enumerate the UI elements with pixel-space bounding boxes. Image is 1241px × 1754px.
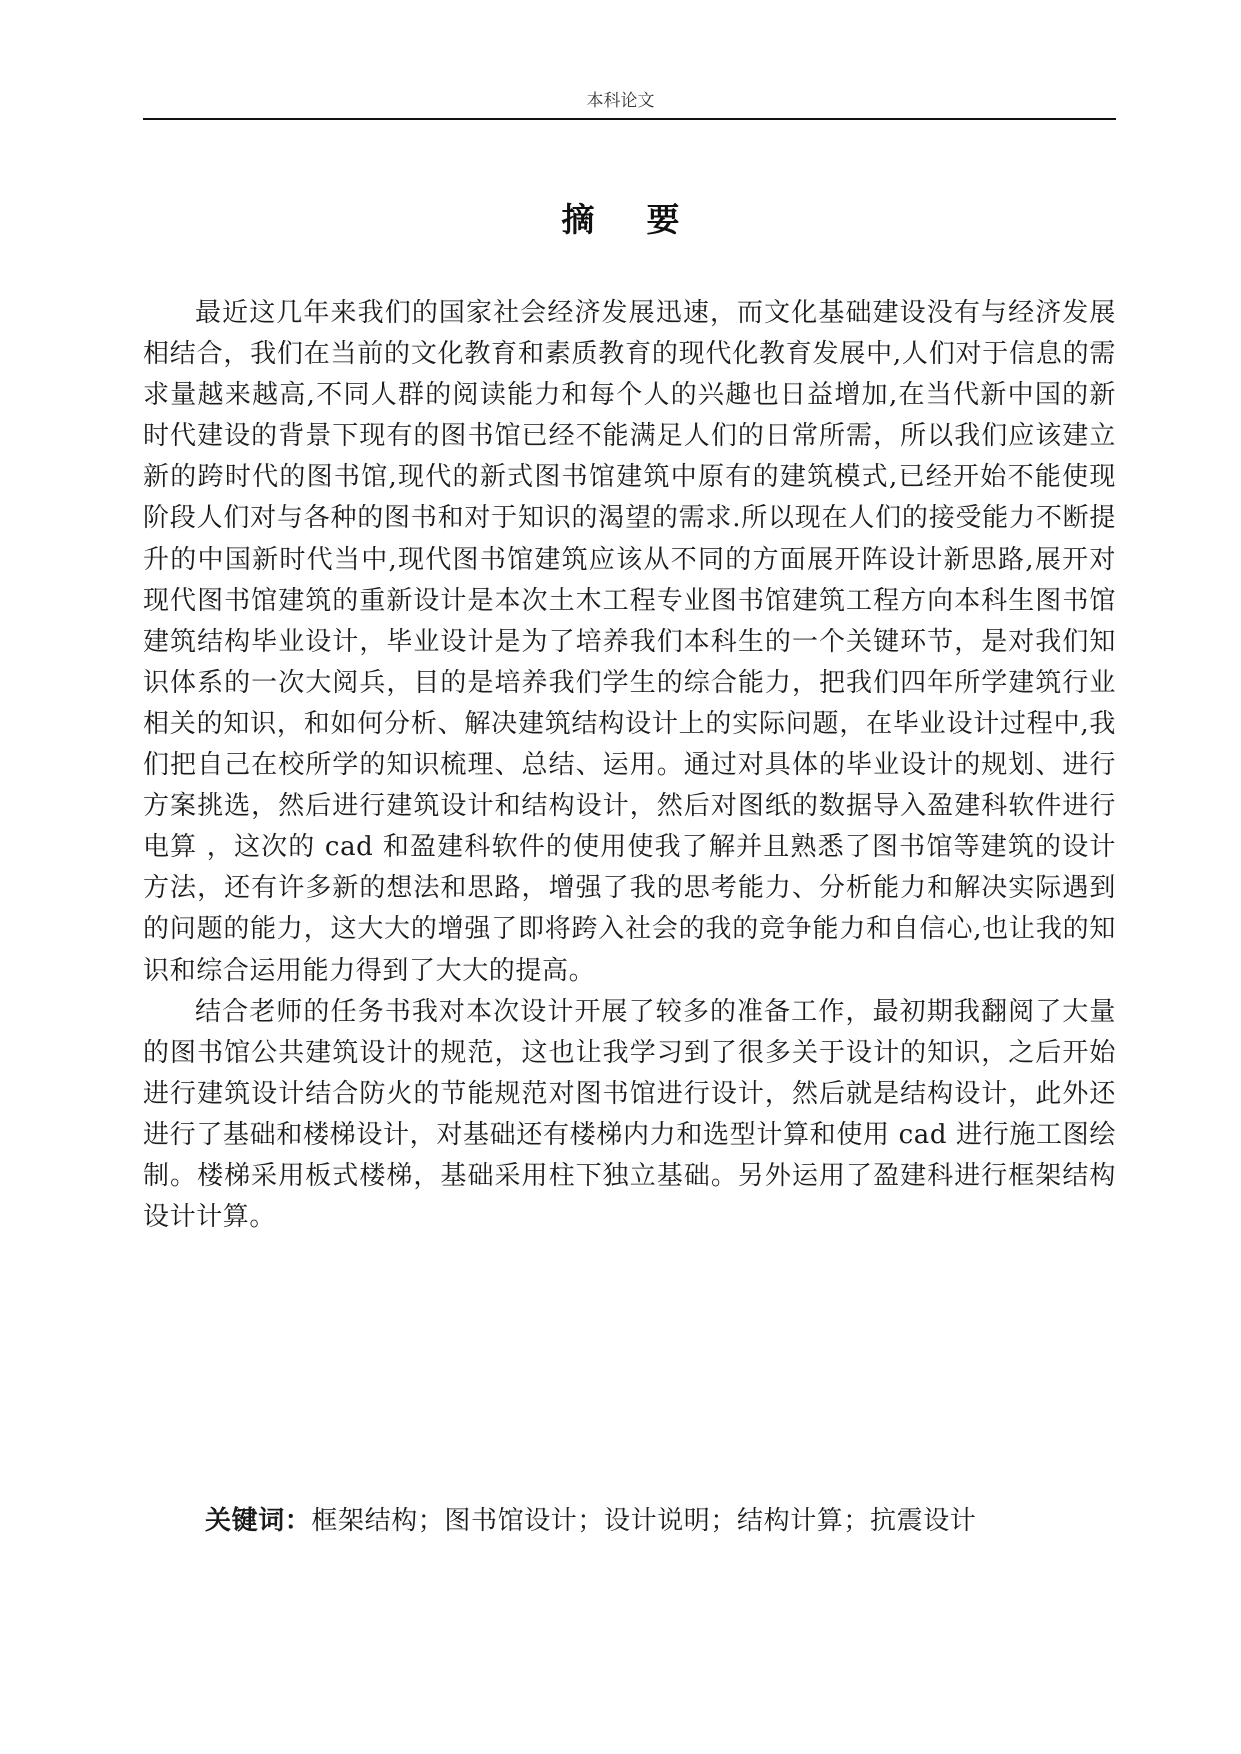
keywords-label: 关键词： [205,1506,312,1536]
running-header: 本科论文 [586,91,655,111]
abstract-paragraph-1: 最近这几年来我们的国家社会经济发展迅速，而文化基础建设没有与经济发展相结合，我们在当前的文化教育和素质教育的现代化教育发展中,人们对于信息的需求量越来越高,不同人群的阅读能力和每个人的兴趣也日益增加,在当代新中国的新时代建设的背景下现有的图书馆已经不能满足人们的日常所需，所以我们应该建立新的跨时代的图书馆,现代的新式图书馆建筑中原有的建筑模式,已经开始不能使现阶段人们对与各种的图书和对于知识的渴望的需求.所以现在人们的接受能力不断提升的中国新时代当中,现代图书馆建筑应该从不同的方面展开阵设计新思路,展开对现代图书馆建筑的重新设计是本次土木工程专业图书馆建筑工程方向本科生图书馆建筑结构毕业设计，毕业设计是为了培养我们本科生的一个关键环节，是对我们知识体系的一次大阅兵，目的是培养我们学生的综合能力，把我们四年所学建筑行业相关的知识，和如何分析、解决建筑结构设计上的实际问题，在毕业设计过程中,我们把自己在校所学的知识梳理、总结、运用。通过对具体的毕业设计的规划、进行方案挑选，然后进行建筑设计和结构设计，然后对图纸的数据导入盈建科软件进行电算 ，这次的 cad 和盈建科软件的使用使我了解并且熟悉了图书馆等建筑的设计方法，还有许多新的想法和思路，增强了我的思考能力、分析能力和解决实际遇到的问题的能力，这大大的增强了即将跨入社会的我的竞争能力和自信心,也让我的知识和综合运用能力得到了大大的提高。 [143,298,1116,986]
keywords-line [205,1503,976,1539]
abstract-body [143,293,1116,1238]
header-rule [143,118,1116,120]
abstract-title: 摘要 [561,200,732,239]
abstract-paragraph-2: 结合老师的任务书我对本次设计开展了较多的准备工作，最初期我翻阅了大量的图书馆公共建筑设计的规范，这也让我学习到了很多关于设计的知识，之后开始进行建筑设计结合防火的节能规范对图书馆进行设计，然后就是结构设计，此外还进行了基础和楼梯设计，对基础还有楼梯内力和选型计算和使用 cad 进行施工图绘制。楼梯采用板式楼梯，基础采用柱下独立基础。另外运用了盈建科进行框架结构设计计算。 [143,996,1116,1233]
keywords-text: 框架结构；图书馆设计；设计说明；结构计算；抗震设计 [311,1506,977,1536]
